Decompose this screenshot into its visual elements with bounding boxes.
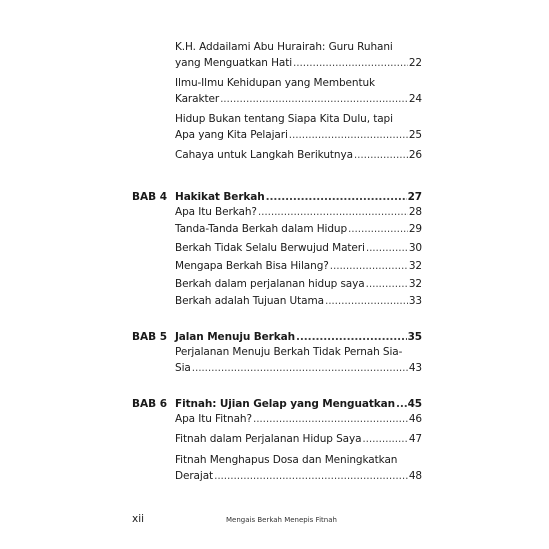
toc-page-number: 48: [408, 469, 422, 482]
dot-leader: [192, 361, 408, 377]
toc-page-number: 30: [408, 242, 422, 254]
toc-entry: [175, 205, 422, 221]
chapter-entry: [175, 397, 422, 413]
toc-page-number: 32: [408, 260, 422, 272]
toc-entry: [175, 277, 422, 293]
toc-entry: [175, 294, 422, 310]
chapter-label: BAB 6: [132, 398, 168, 410]
dot-leader: [214, 469, 408, 485]
toc-entry-title-line: Fitnah dalam Perjalanan Hidup Saya: [175, 433, 362, 445]
dot-leader: [258, 205, 408, 221]
toc-page-number: 32: [408, 278, 422, 290]
dot-leader: [366, 277, 408, 293]
toc-entry-title-line: K.H. Addailami Abu Hurairah: Guru Ruhani: [175, 41, 393, 53]
dot-leader: [253, 412, 408, 428]
toc-entry-title-line: Karakter: [175, 92, 220, 105]
chapter-entry: [175, 330, 422, 346]
toc-entry: [175, 241, 422, 257]
toc-entry-title-line: Fitnah Menghapus Dosa dan Meningkatkan: [175, 454, 398, 466]
toc-entry: [175, 222, 422, 238]
chapter-title: Fitnah: Ujian Gelap yang Menguatkan: [175, 398, 395, 410]
toc-page-number: 26: [408, 149, 422, 161]
toc-entry-title-line: Derajat: [175, 469, 214, 482]
toc-entry-title-line: Cahaya untuk Langkah Berikutnya: [175, 149, 353, 161]
chapter-title: Hakikat Berkah: [175, 191, 265, 203]
toc-entry: [175, 432, 422, 448]
dot-leader: [289, 128, 408, 144]
toc-page-number: 27: [407, 191, 422, 203]
toc-entry: [175, 76, 422, 107]
chapter-label: BAB 5: [132, 331, 168, 343]
dot-leader: [220, 92, 408, 108]
dot-leader: [330, 259, 408, 275]
toc-entry: [175, 345, 422, 376]
toc-entry: [175, 112, 422, 143]
dot-leader: [296, 330, 407, 346]
toc-entry-title-line: Tanda-Tanda Berkah dalam Hidup: [175, 223, 348, 235]
toc-entry-title-line: Berkah dalam perjalanan hidup saya: [175, 278, 365, 290]
toc-page-number: 47: [408, 433, 422, 445]
toc-page-number: 46: [408, 413, 422, 425]
chapter-entry: [175, 190, 422, 206]
dot-leader: [366, 241, 408, 257]
toc-page-number: 33: [408, 295, 422, 307]
toc-page-number: 24: [408, 92, 422, 105]
toc-entry-title-line: Ilmu-Ilmu Kehidupan yang Membentuk: [175, 77, 376, 89]
toc-entry-title-line: Berkah Tidak Selalu Berwujud Materi: [175, 242, 365, 254]
toc-page-number: 35: [407, 331, 422, 343]
dot-leader: [354, 148, 408, 164]
dot-leader: [293, 56, 408, 72]
toc-entry-title-line: Perjalanan Menuju Berkah Tidak Pernah Sia-: [175, 346, 403, 358]
toc-entry: [175, 453, 422, 484]
dot-leader: [348, 222, 408, 238]
toc-entry-title-line: Hidup Bukan tentang Siapa Kita Dulu, tapi: [175, 113, 393, 125]
dot-leader: [325, 294, 408, 310]
toc-entry-title-line: Apa Itu Berkah?: [175, 206, 257, 218]
toc-entry: [175, 148, 422, 164]
dot-leader: [362, 432, 407, 448]
toc-entry: [175, 412, 422, 428]
toc-page-number: 43: [408, 361, 422, 374]
toc-entry-title-line: Sia: [175, 361, 191, 374]
chapter-label: BAB 4: [132, 191, 168, 203]
toc-page-number: 25: [408, 128, 422, 141]
toc-page-number: 22: [408, 56, 422, 69]
toc-entry-title-line: yang Menguatkan Hati: [175, 56, 293, 69]
toc-entry-title-line: Apa Itu Fitnah?: [175, 413, 252, 425]
dot-leader: [396, 397, 407, 413]
dot-leader: [266, 190, 407, 206]
toc-entry: [175, 259, 422, 275]
toc-entry-title-line: Berkah adalah Tujuan Utama: [175, 295, 324, 307]
footer-book-title: Mengais Berkah Menepis Fitnah: [226, 516, 337, 524]
toc-entry-title-line: Apa yang Kita Pelajari: [175, 128, 288, 141]
toc-page-number: 28: [408, 206, 422, 218]
footer-page-number: xii: [132, 513, 145, 525]
toc-page-number: 29: [408, 223, 422, 235]
toc-entry-title-line: Mengapa Berkah Bisa Hilang?: [175, 260, 329, 272]
chapter-title: Jalan Menuju Berkah: [175, 331, 296, 343]
toc-page-number: 45: [407, 398, 422, 410]
toc-entry: [175, 40, 422, 71]
